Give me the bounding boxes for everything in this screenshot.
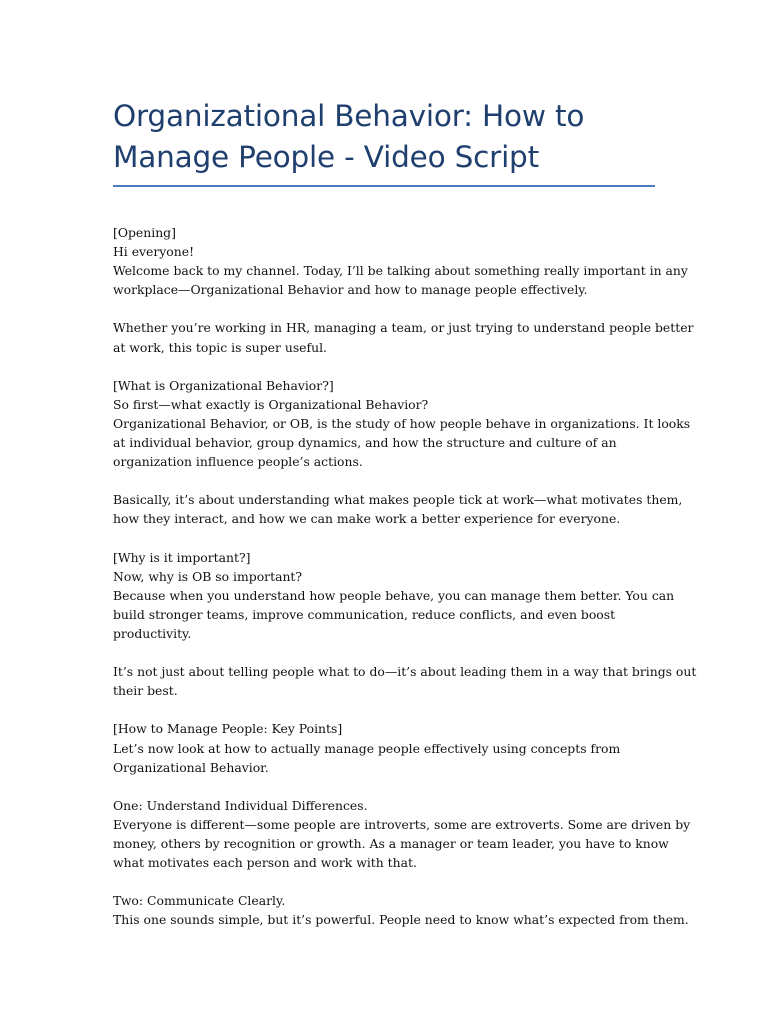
text-line: [Opening] xyxy=(113,225,176,240)
text-line: So first—what exactly is Organizational Behavior? xyxy=(113,396,429,412)
text-line: at individual behavior, group dynamics, and how the structure and culture of an xyxy=(113,435,617,451)
document-title xyxy=(113,96,655,178)
paragraph xyxy=(113,719,657,776)
text-line: productivity. xyxy=(113,625,192,641)
text-line: workplace—Organizational Behavior and how to manage people effectively. xyxy=(113,282,588,298)
title-line: Organizational Behavior: How to xyxy=(113,99,585,133)
paragraph xyxy=(113,796,691,872)
paragraph xyxy=(113,548,675,643)
text-line: Basically, it’s about understanding what makes people tick at work—what motivates them, xyxy=(113,492,683,508)
text-line: Let’s now look at how to actually manage people effectively using concepts from xyxy=(113,740,621,756)
text-line: Organizational Behavior. xyxy=(113,759,269,775)
text-line: what motivates each person and work with that. xyxy=(113,855,417,871)
text-line: This one sounds simple, but it’s powerful. People need to know what’s expected from them. xyxy=(113,912,689,928)
text-line: Now, why is OB so important? xyxy=(113,568,303,584)
text-line: It’s not just about telling people what to do—it’s about leading them in a way that brings out xyxy=(113,664,697,680)
text-line: money, others by recognition or growth. As a manager or team leader, you have to know xyxy=(113,836,669,851)
text-line: Organizational Behavior, or OB, is the study of how people behave in organizations. It looks xyxy=(113,415,691,431)
text-line: Hi everyone! xyxy=(113,244,195,260)
text-line: One: Understand Individual Differences. xyxy=(113,797,368,813)
text-line: Two: Communicate Clearly. xyxy=(113,893,286,909)
text-line: build stronger teams, improve communication, reduce conflicts, and even boost xyxy=(113,606,616,622)
text-line: [Why is it important?] xyxy=(113,549,251,565)
text-line: their best. xyxy=(113,683,178,699)
text-line: Everyone is different—some people are introverts, some are extroverts. Some are driven by xyxy=(113,816,691,832)
paragraph xyxy=(113,891,689,929)
paragraph xyxy=(113,223,688,299)
document-body xyxy=(113,223,697,929)
text-line: Because when you understand how people behave, you can manage them better. You can xyxy=(113,587,675,603)
paragraph xyxy=(113,662,697,700)
text-line: [How to Manage People: Key Points] xyxy=(113,721,343,737)
text-line: organization influence people’s actions. xyxy=(113,454,363,470)
paragraph xyxy=(113,490,683,528)
title-line: Manage People - Video Script xyxy=(113,140,539,174)
text-line: Welcome back to my channel. Today, I’ll be talking about something really important in any xyxy=(113,263,688,279)
text-line: Whether you’re working in HR, managing a team, or just trying to understand people better xyxy=(113,320,694,336)
text-line: how they interact, and how we can make work a better experience for everyone. xyxy=(113,511,621,527)
title-underline xyxy=(113,185,655,187)
text-line: at work, this topic is super useful. xyxy=(113,339,327,355)
text-line: [What is Organizational Behavior?] xyxy=(113,377,334,393)
paragraph xyxy=(113,318,694,356)
paragraph xyxy=(113,376,691,471)
